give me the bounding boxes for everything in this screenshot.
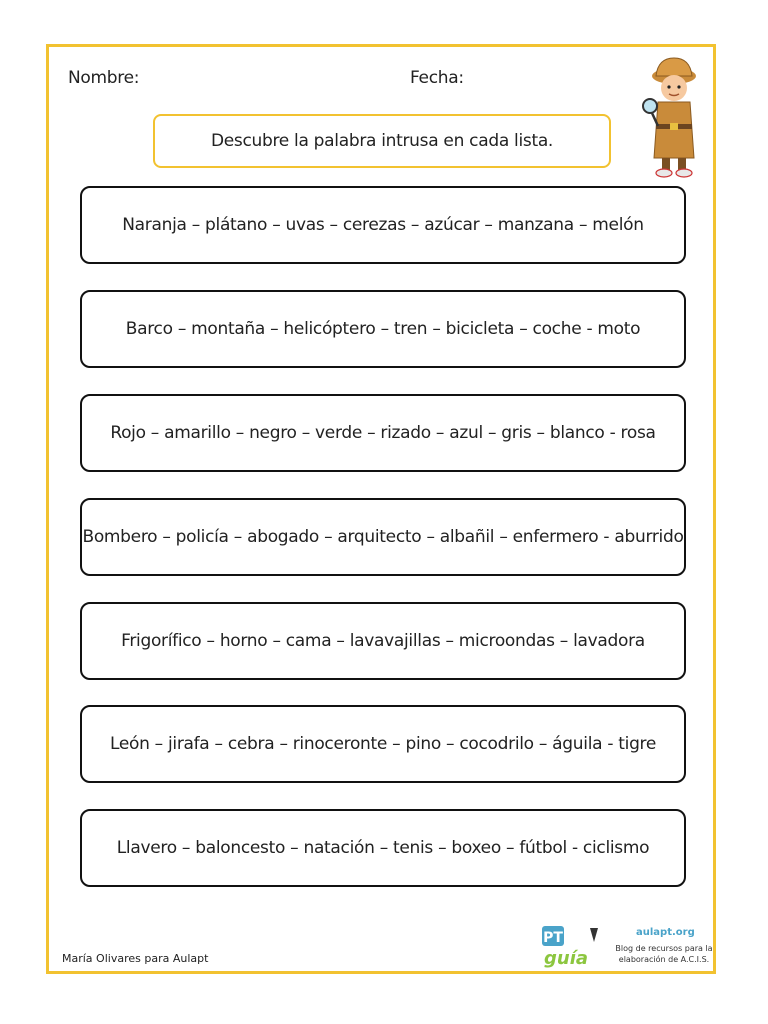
instruction-text: Descubre la palabra intrusa en cada lista. (210, 131, 554, 151)
word-list-text: Naranja – plátano – uvas – cerezas – azúcar – manzana – melón (122, 215, 644, 235)
word-list-row (80, 394, 686, 472)
logo-text-guia: guía (544, 948, 589, 969)
word-list-text: León – jirafa – cebra – rinoceronte – pino – cocodrilo – águila - tigre (109, 734, 657, 754)
word-list-row (80, 498, 686, 576)
blog-url: aulapt.org (636, 927, 695, 938)
word-list-row (80, 290, 686, 368)
word-list-row (80, 602, 686, 680)
word-list-text: Frigorífico – horno – cama – lavavajillas – microondas – lavadora (121, 631, 645, 651)
instruction-box (153, 114, 611, 168)
word-list-text: Bombero – policía – abogado – arquitecto – albañil – enfermero - aburrido (82, 527, 684, 547)
author-credit: María Olivares para Aulapt (62, 952, 209, 965)
detective-illustration-icon (638, 54, 708, 180)
word-list-text: Llavero – baloncesto – natación – tenis – boxeo – fútbol - ciclismo (116, 838, 650, 858)
word-list-text: Rojo – amarillo – negro – verde – rizado – azul – gris – blanco - rosa (110, 423, 656, 443)
word-list-row (80, 186, 686, 264)
date-label: Fecha: (410, 68, 464, 88)
word-list-row (80, 809, 686, 887)
logo-text-pt: PT (543, 930, 563, 946)
name-label: Nombre: (68, 68, 140, 88)
ptguia-logo-icon (538, 922, 608, 970)
word-list-text: Barco – montaña – helicóptero – tren – bicicleta – coche - moto (125, 319, 641, 339)
word-list-row (80, 705, 686, 783)
blog-description: Blog de recursos para la elaboración de A.C.I.S. (615, 944, 713, 964)
